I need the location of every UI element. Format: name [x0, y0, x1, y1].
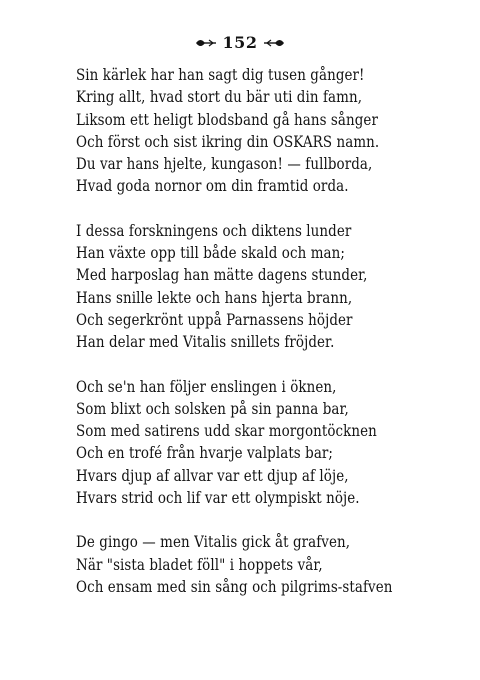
poem-line: Hvad goda nornor om din framtid orda. — [76, 176, 349, 196]
poem-line: Han växte opp till både skald och man; — [76, 243, 345, 263]
poem-line: Och först och sist ikring din OSKARS namn. — [76, 131, 380, 151]
left-ornament-icon — [195, 38, 217, 48]
poem-line: Du var hans hjelte, kungason! — fullborda, — [76, 154, 373, 174]
poem-line: Hvars strid och lif var ett olympiskt nöje. — [76, 488, 360, 508]
stanza-3 — [76, 376, 436, 510]
stanza-4 — [76, 531, 436, 598]
page-number: 152 — [222, 33, 258, 52]
poem-line: När "sista bladet föll" i hoppets vår, — [76, 554, 323, 574]
poem-text — [76, 64, 436, 598]
poem-line: Som med satirens udd skar morgontöcknen — [76, 421, 377, 441]
page-header — [0, 34, 480, 52]
stanza-1 — [76, 64, 436, 198]
poem-line: Och ensam med sin sång och pilgrims-stafven — [76, 576, 393, 596]
right-ornament-icon — [263, 38, 285, 48]
poem-line: Och se'n han följer enslingen i öknen, — [76, 376, 337, 396]
poem-line: Kring allt, hvad stort du bär uti din famn, — [76, 87, 363, 107]
poem-line: De gingo — men Vitalis gick åt grafven, — [76, 532, 351, 552]
poem-line: I dessa forskningens och diktens lunder — [76, 220, 352, 240]
poem-line: Som blixt och solsken på sin panna bar, — [76, 398, 349, 418]
stanza-2 — [76, 220, 436, 354]
poem-line: Med harposlag han mätte dagens stunder, — [76, 265, 368, 285]
poem-line: Hans snille lekte och hans hjerta brann, — [76, 287, 353, 307]
poem-line: Och en trofé från hvarje valplats bar; — [76, 443, 334, 463]
poem-line: Han delar med Vitalis snillets fröjder. — [76, 332, 335, 352]
poem-line: Och segerkrönt uppå Parnassens höjder — [76, 309, 353, 329]
poem-line: Sin kärlek har han sagt dig tusen gånger! — [76, 65, 365, 84]
poem-line: Liksom ett heligt blodsband gå hans sånger — [76, 109, 378, 129]
poem-line: Hvars djup af allvar var ett djup af löje, — [76, 465, 349, 485]
